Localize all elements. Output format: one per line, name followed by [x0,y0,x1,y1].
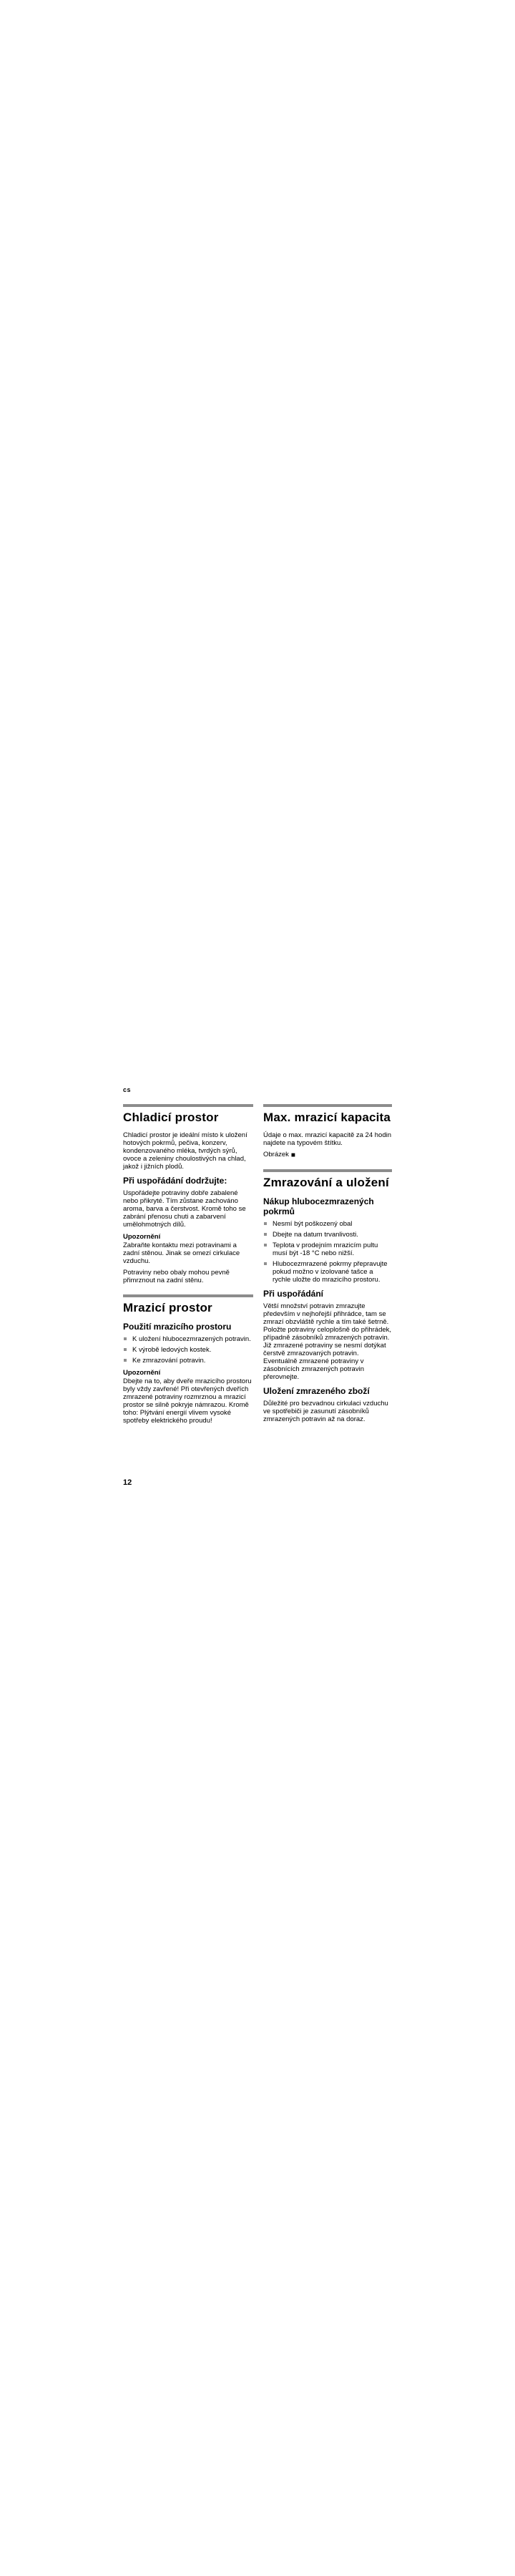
section-title-freezer-compartment: Mrazicí prostor [123,1301,212,1314]
right-column [263,1104,392,1427]
freezer-usage-list [123,1335,253,1365]
freezing-arrange-heading: Při uspořádání [263,1289,324,1299]
cooling-arrange-heading: Při uspořádání dodržujte: [123,1176,227,1186]
list-item: Teplota v prodejním mrazicím pultu musí být -18 °C nebo nižší. [263,1241,392,1257]
freezing-storage-text: Důležité pro bezvadnou cirkulaci vzduchu ve spotřebiči je zasunutí zásobníků zmrazených potravin až na doraz. [263,1400,388,1423]
list-item: K výrobě ledových kostek. [123,1346,253,1354]
cooling-note-text-2: Potraviny nebo obaly mohou pevně přimrznout na zadní stěnu. [123,1269,230,1284]
freezer-usage-heading: Použití mrazicího prostoru [123,1322,232,1332]
list-item: Dbejte na datum trvanlivosti. [263,1231,392,1239]
section-rule [123,1294,253,1297]
freezer-note-text: Dbejte na to, aby dveře mrazicího prostoru byly vždy zavřené! Při otevřených dveřích zmrazené potraviny rozmrznou a mrazicí prostor se silně pokryje námrazou. Kromě toho: Plýtvání energií vlivem vysoké spotřeby elektrického proudu! [123,1377,252,1425]
cooling-intro-text: Chladicí prostor je ideální místo k uložení hotových pokrmů, pečiva, konzerv, kondenzovaného mléka, tvrdých sýrů, ovoce a zeleniny choulostivých na chlad, jakož i jižních plodů. [123,1131,247,1171]
list-item: Nesmí být poškozený obal [263,1220,392,1228]
left-column [123,1104,253,1428]
section-title-max-freezing-capacity: Max. mrazicí kapacita [263,1111,391,1124]
freezing-storage-heading: Uložení zmrazeného zboží [263,1386,370,1396]
freezing-arrange-text: Větší množství potravin zmrazujte především v nejhořejší přihrádce, tam se zmrazí obzvláště rychle a tím také šetrně. Položte potraviny celoplošně do přihrádek, případně zásobníků zmrazených potravin. Již zmrazené potraviny se nesmí dotýkat čerstvě zmrazovaných potravin. Eventuálně zmrazené potraviny v zásobnících zmrazených potravin přerovnejte. [263,1302,392,1381]
cooling-note-label: Upozornění [123,1233,161,1241]
language-code: cs [123,1086,132,1093]
section-title-freezing-and-storing: Zmrazování a uložení [263,1176,389,1189]
freezer-note-label: Upozornění [123,1369,161,1377]
figure-reference-label: Obrázek [263,1151,289,1158]
list-item: Ke zmrazování potravin. [123,1357,253,1365]
section-rule [123,1104,253,1107]
cooling-arrange-text: Uspořádejte potraviny dobře zabalené nebo přikryté. Tím zůstane zachováno aroma, barva a čerstvost. Kromě toho se zabrání přenosu chuti a zabarvení umělohmotných dílů. [123,1189,246,1229]
figure-reference [263,1151,392,1159]
freezing-shopping-heading: Nákup hlubocezmrazených pokrmů [263,1196,374,1216]
section-rule [263,1104,392,1107]
list-item: K uložení hlubocezmrazených potravin. [123,1335,253,1343]
freezing-shopping-list [263,1220,392,1284]
figure-ref-icon: ■ [290,1151,295,1159]
capacity-text: Údaje o max. mrazicí kapacitě za 24 hodin najdete na typovém štítku. [263,1131,392,1147]
list-item: Hlubocezmrazené pokrmy přepravujte pokud možno v izolované tašce a rychle uložte do mrazicího prostoru. [263,1260,392,1284]
section-rule [263,1169,392,1172]
section-title-cooling-compartment: Chladicí prostor [123,1111,219,1124]
cooling-note-text-1: Zabraňte kontaktu mezi potravinami a zadní stěnou. Jinak se omezí cirkulace vzduchu. [123,1241,240,1265]
page-number: 12 [123,1478,132,1487]
